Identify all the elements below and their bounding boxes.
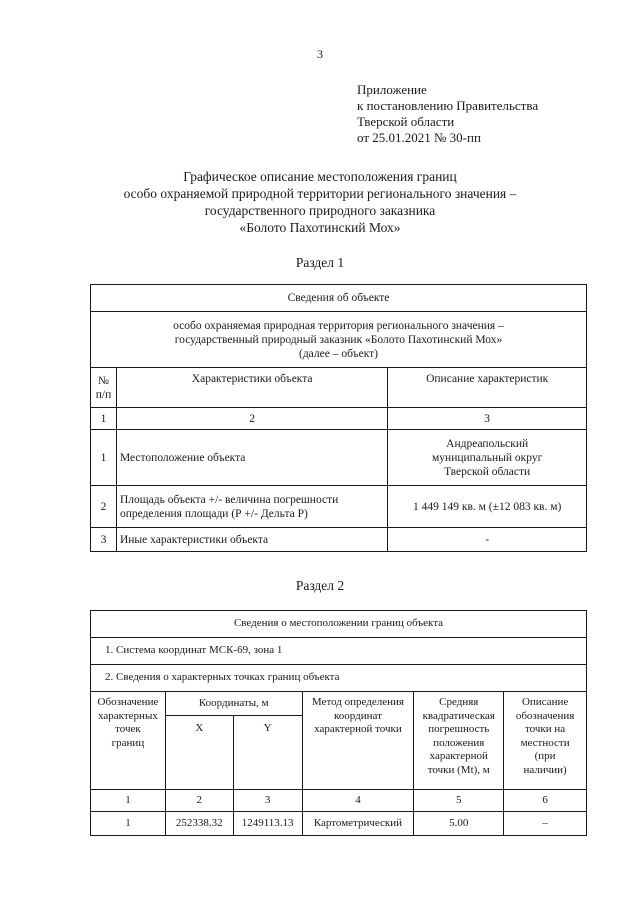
title-line: особо охраняемой природной территории регионального значения –: [123, 186, 517, 201]
cell-method: Картометрический: [302, 812, 414, 836]
object-line: (далее – объект): [299, 347, 378, 360]
points-info-heading: 2. Сведения о характерных точках границ объекта: [91, 665, 587, 692]
header-number: [91, 368, 117, 408]
row-characteristic: Местоположение объекта: [116, 430, 387, 486]
cell-error: 5.00: [414, 812, 504, 836]
column-number: 1: [91, 408, 117, 430]
cell-point: 1: [91, 812, 166, 836]
header-text: характерной точки: [314, 723, 402, 735]
header-text: п/п: [95, 388, 112, 401]
table-row: [91, 486, 587, 528]
boundary-location-table: [90, 610, 587, 836]
row-number: 3: [91, 528, 117, 552]
header-text: обозначения: [515, 709, 575, 722]
column-number: 3: [233, 790, 302, 812]
table-row: [91, 528, 587, 552]
header-text: Метод определения: [311, 696, 404, 708]
header-text: характерной: [429, 750, 488, 762]
row-characteristic: [116, 486, 387, 528]
column-number: 5: [414, 790, 504, 812]
title-line: «Болото Пахотинский Мох»: [239, 220, 401, 235]
header-designation: [91, 692, 166, 790]
header-x: X: [165, 716, 233, 790]
coordinate-system: 1. Система координат МСК-69, зона 1: [91, 638, 587, 665]
column-number: 1: [91, 790, 166, 812]
header-text: местности: [520, 736, 570, 749]
page-number: 3: [317, 47, 323, 61]
header-text: №: [97, 374, 109, 387]
header-text: (при: [534, 750, 556, 762]
header-text: положения: [433, 736, 485, 749]
description-line: муниципальный округ: [432, 451, 543, 464]
table-row: [91, 430, 587, 486]
appendix-line: от 25.01.2021 № 30-пп: [357, 130, 481, 145]
column-number: 3: [388, 408, 587, 430]
table-row: [91, 812, 587, 836]
row-characteristic: Иные характеристики объекта: [116, 528, 387, 552]
header-coordinates: Координаты, м: [165, 692, 302, 716]
appendix-line: Приложение: [357, 82, 427, 97]
cell-x: 252338.32: [165, 812, 233, 836]
title-line: государственного природного заказника: [204, 203, 436, 218]
header-text: границ: [111, 736, 145, 749]
header-text: точек: [115, 723, 141, 735]
description-line: Андреапольский: [446, 437, 529, 450]
object-line: государственный природный заказник «Болото Пахотинский Мох»: [174, 333, 503, 346]
characteristic-line: Площадь объекта +/- величина погрешности: [119, 493, 339, 506]
header-characteristics: Характеристики объекта: [116, 368, 387, 408]
section2-heading: Раздел 2: [295, 578, 345, 593]
document-title: [0, 168, 640, 236]
header-text: координат: [333, 709, 382, 722]
header-y: Y: [233, 716, 302, 790]
table-title: Сведения о местоположении границ объекта: [91, 611, 587, 638]
characteristic-line: определения площади (Р +/- Дельта Р): [119, 507, 308, 520]
column-number: 6: [504, 790, 587, 812]
object-line: особо охраняемая природная территория регионального значения –: [173, 319, 504, 332]
column-number: 2: [165, 790, 233, 812]
header-text: Средняя: [439, 696, 479, 708]
header-text: Описание: [521, 696, 569, 708]
object-info-table: [90, 284, 587, 552]
object-description: [91, 312, 587, 368]
row-description: [388, 430, 587, 486]
title-line: Графическое описание местоположения границ: [183, 169, 457, 184]
header-text: погрешность: [428, 723, 490, 735]
appendix-line: к постановлению Правительства: [357, 98, 539, 113]
row-number: 2: [91, 486, 117, 528]
description-line: Тверской области: [444, 465, 531, 478]
cell-location: –: [504, 812, 587, 836]
row-number: 1: [91, 430, 117, 486]
header-description: Описание характеристик: [388, 368, 587, 408]
header-location: [504, 692, 587, 790]
appendix-line: Тверской области: [357, 114, 455, 129]
row-description: -: [388, 528, 587, 552]
header-method: [302, 692, 414, 790]
header-text: характерных: [98, 709, 158, 722]
header-text: квадратическая: [422, 709, 495, 722]
table-title: Сведения об объекте: [91, 285, 587, 312]
header-text: точки (Mt), м: [427, 763, 490, 776]
column-number: 2: [116, 408, 387, 430]
appendix-block: [357, 82, 538, 146]
cell-y: 1249113.13: [233, 812, 302, 836]
header-text: Обозначение: [97, 696, 159, 708]
row-description: 1 449 149 кв. м (±12 083 кв. м): [388, 486, 587, 528]
column-number: 4: [302, 790, 414, 812]
header-error: [414, 692, 504, 790]
header-text: точки на: [525, 723, 566, 735]
section1-heading: Раздел 1: [295, 255, 345, 270]
header-text: наличии): [523, 763, 567, 776]
